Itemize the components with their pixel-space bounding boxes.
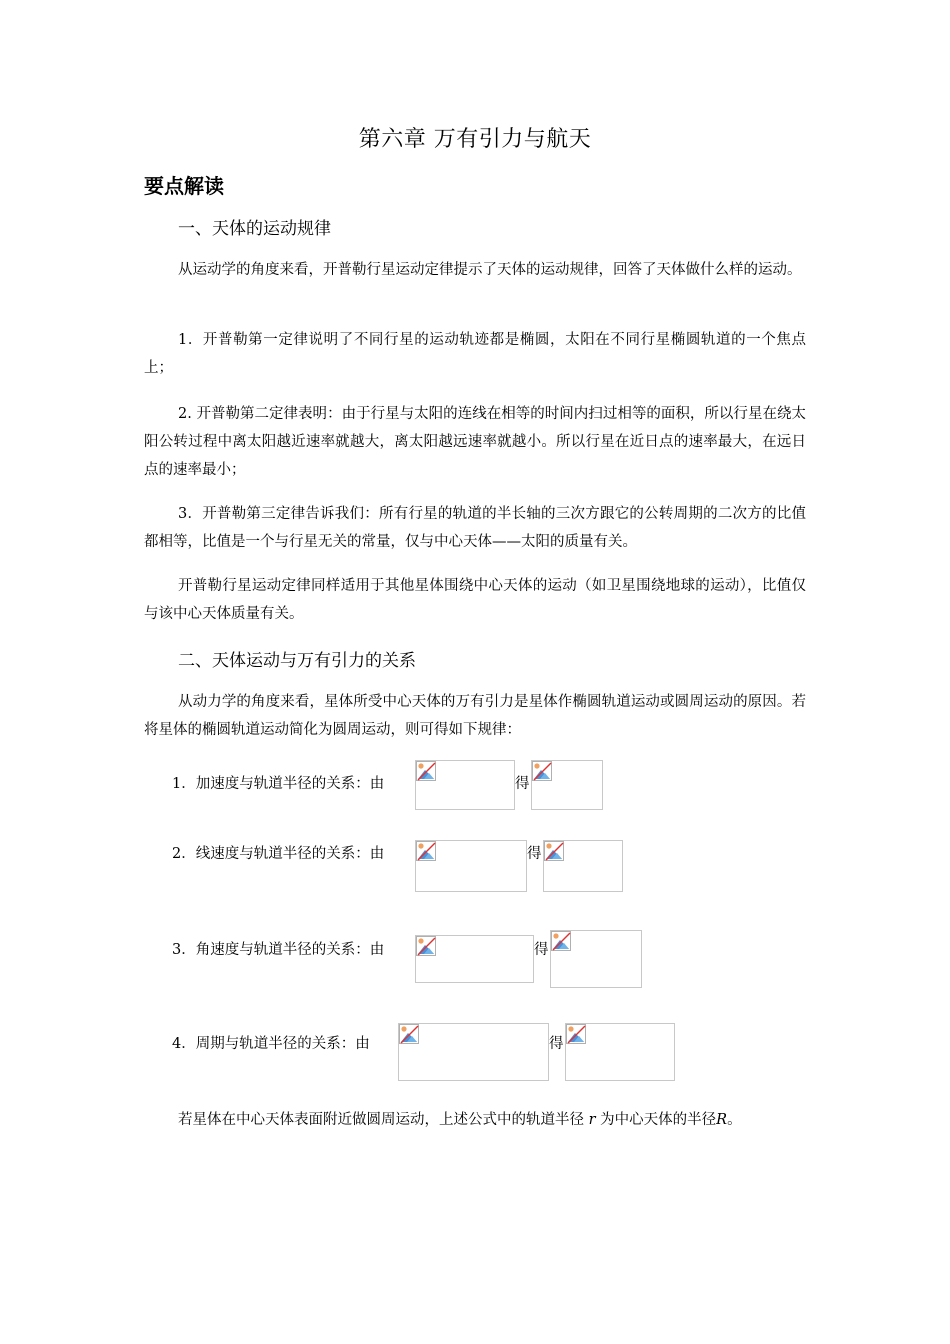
formula-image <box>565 1023 675 1081</box>
part1-intro: 从运动学的角度来看，开普勒行星运动定律提示了天体的运动规律，回答了天体做什么样的运动。 <box>178 262 802 278</box>
closing-text-b: 为中心天体的半径 <box>595 1112 717 1128</box>
closing-text-a: 若星体在中心天体表面附近做圆周运动，上述公式中的轨道半径 <box>178 1112 589 1128</box>
formula-image <box>415 760 515 810</box>
rule-label: 1．加速度与轨道半径的关系：由 <box>172 776 385 792</box>
rule-label: 4．周期与轨道半径的关系：由 <box>172 1036 370 1052</box>
rule-label: 2．线速度与轨道半径的关系：由 <box>172 846 385 862</box>
closing-text-c: 。 <box>727 1112 742 1128</box>
broken-image-icon <box>544 841 564 861</box>
part2-heading: 二、天体运动与万有引力的关系 <box>178 651 416 671</box>
symbol-R: R <box>716 1112 728 1128</box>
then-word: 得 <box>527 846 542 862</box>
broken-image-icon <box>551 931 571 951</box>
section-heading: 要点解读 <box>144 174 224 198</box>
broken-image-icon <box>416 936 436 956</box>
then-word: 得 <box>534 942 549 958</box>
symbol-r: r <box>588 1112 596 1128</box>
closing-paragraph <box>144 1106 806 1134</box>
page-title: 第六章 万有引力与航天 <box>358 127 592 152</box>
then-word: 得 <box>515 776 530 792</box>
kepler-law-1: 1．开普勒第一定律说明了不同行星的运动轨迹都是椭圆，太阳在不同行星椭圆轨道的一个焦点上； <box>144 332 806 376</box>
kepler-law-2: 2. 开普勒第二定律表明：由于行星与太阳的连线在相等的时间内扫过相等的面积，所以行星在绕太阳公转过程中离太阳越近速率就越大，离太阳越远速率就越小。所以行星在近日点的速率最大，在远日点的速率最小； <box>144 406 806 478</box>
rule-acceleration <box>172 774 384 794</box>
rule-angular-velocity <box>172 940 384 960</box>
kepler-law-3: 3．开普勒第三定律告诉我们：所有行星的轨道的半长轴的三次方跟它的公转周期的二次方的比值都相等，比值是一个与行星无关的常量，仅与中心天体——太阳的质量有关。 <box>144 506 806 550</box>
rule-label: 3．角速度与轨道半径的关系：由 <box>172 942 385 958</box>
kepler-note: 开普勒行星运动定律同样适用于其他星体围绕中心天体的运动（如卫星围绕地球的运动），比值仅与该中心天体质量有关。 <box>144 578 806 622</box>
formula-image <box>398 1023 549 1081</box>
formula-image <box>543 840 623 892</box>
formula-image <box>415 935 534 983</box>
broken-image-icon <box>416 761 436 781</box>
formula-image <box>415 840 527 892</box>
formula-image <box>531 760 603 810</box>
rule-period <box>172 1034 370 1054</box>
broken-image-icon <box>532 761 552 781</box>
broken-image-icon <box>416 841 436 861</box>
rule-linear-velocity <box>172 844 384 864</box>
part1-heading: 一、天体的运动规律 <box>178 219 331 239</box>
then-word: 得 <box>549 1036 564 1052</box>
broken-image-icon <box>399 1024 419 1044</box>
formula-image <box>550 930 642 988</box>
part2-intro: 从动力学的角度来看，星体所受中心天体的万有引力是星体作椭圆轨道运动或圆周运动的原因。若将星体的椭圆轨道运动简化为圆周运动，则可得如下规律： <box>144 694 806 738</box>
broken-image-icon <box>566 1024 586 1044</box>
